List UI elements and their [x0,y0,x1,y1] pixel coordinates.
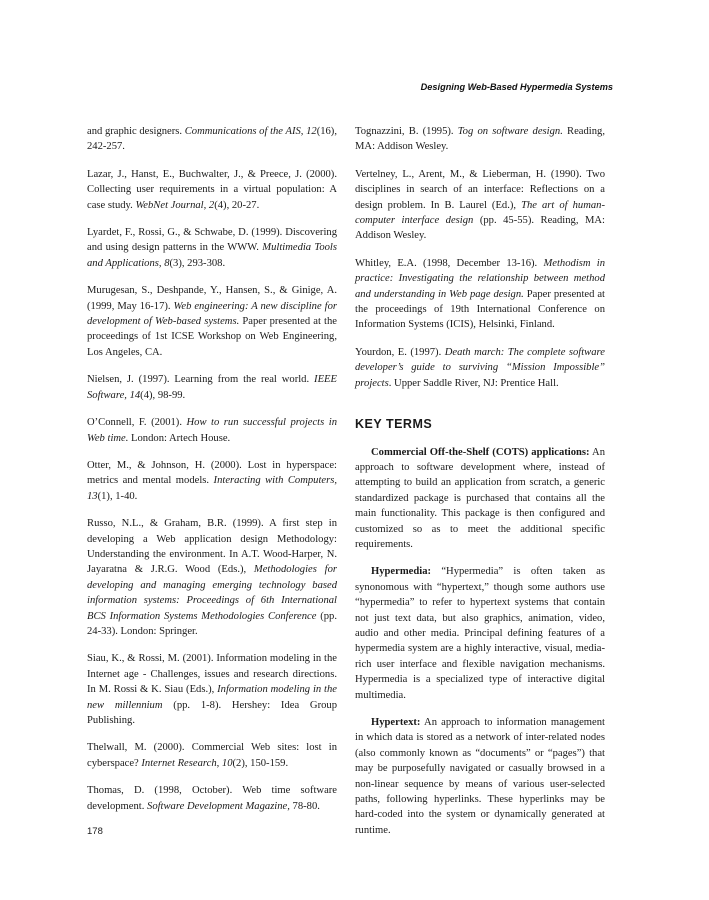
key-term-definition: An approach to software development where, instead of attempting to build an application from scratch, a generic standardized package is purchased that contains all the main functionality. This package is then configured and customized so as to meet the additional specific requirements. [355,446,606,550]
reference-entry: Tognazzini, B. (1995). Tog on software design. Reading, MA: Addison Wesley. [355,126,605,153]
running-head: Designing Web-Based Hypermedia Systems [420,82,613,92]
left-column [87,124,337,814]
reference-entry: Thomas, D. (1998, October). Web time software development. Software Development Magazine, 78-80. [87,785,337,812]
reference-entry: Murugesan, S., Deshpande, Y., Hansen, S., & Ginige, A. (1999, May 16-17). Web engineering: A new discipline for development of Web-based systems. Paper presented at the proceedings of 1st ICSE Workshop on Web Engineering, Los Angeles, CA. [87,285,337,358]
key-terms-heading: KEY TERMS [355,417,433,432]
key-term-entry [355,715,605,838]
reference-entry: Thelwall, M. (2000). Commercial Web sites: lost in cyberspace? Internet Research, 10(2), 150-159. [87,742,337,769]
reference-entry: Yourdon, E. (1997). Death march: The complete software developer’s guide to surviving “Mission Impossible” projects. Upper Saddle River, NJ: Prentice Hall. [355,346,605,389]
reference-entry: Russo, N.L., & Graham, B.R. (1999). A first step in developing a Web application design Methodology: Understanding the environment. In A.T. Wood-Harper, N. Jayaratna & J.R.G. Wood (Eds.), Methodologies for developing and managing emerging technology based information systems: Proceedings of 6th International BCS Information Systems Methodologies Conference (pp. 24-33). London: Springer. [87,518,338,637]
key-term-entry [355,445,605,553]
reference-entry: Whitley, E.A. (1998, December 13-16). Methodism in practice: Investigating the relationship between method and understanding in Web page design. Paper presented at the proceedings of 19th International Conference on Information Systems (ICIS), Helsinki, Finland. [355,257,606,331]
key-term-definition: “Hypermedia” is often taken as synonomous with “hypertext,” though some authors use “hypermedia” to refer to hypertext systems that contain not just text data, but also graphics, animation, video, audio and other media. Principal defining features of a hypermedia system are a highly interactive, visual, media-rich user interface and flexible navigation mechanisms. Hypermedia is a specialized type of interactive digital multimedia. [355,566,605,701]
reference-entry: Siau, K., & Rossi, M. (2001). Information modeling in the Internet age - Challenges, issues and research directions. In M. Rossi & K. Siau (Eds.), Information modeling in the new millennium (pp. 1-8). Hershey: Idea Group Publishing. [87,653,337,726]
reference-entry: O’Connell, F. (2001). How to run successful projects in Web time. London: Artech House. [87,417,337,444]
key-term-name: Hypermedia: [371,566,432,578]
key-term-name: Commercial Off-the-Shelf (COTS) applications: [371,446,590,458]
reference-entry: and graphic designers. Communications of the AIS, 12(16), 242-257. [87,126,337,153]
key-term-definition: An approach to information management in which data is stored as a network of inter-related nodes (also commonly known as “documents” or “pages”) that may be purposefully navigated or casually browsed in a non-linear sequence by means of various user-selected paths, following hyperlinks. These hyperlinks may be hard-coded into the system or dynamically generated at runtime. [355,717,605,836]
reference-entry: Lazar, J., Hanst, E., Buchwalter, J., & Preece, J. (2000). Collecting user requirements in a virtual population: A case study. WebNet Journal, 2(4), 20-27. [87,168,337,211]
reference-entry: Lyardet, F., Rossi, G., & Schwabe, D. (1999). Discovering and using design patterns in the WWW. Multimedia Tools and Applications, 8(3), 293-308. [87,227,337,269]
key-term-name: Hypertext: [371,717,421,728]
page-number: 178 [87,826,103,837]
reference-entry: Nielsen, J. (1997). Learning from the real world. IEEE Software, 14(4), 98-99. [87,374,337,401]
reference-entry: Otter, M., & Johnson, H. (2000). Lost in hyperspace: metrics and mental models. Interacting with Computers, 13(1), 1-40. [87,459,338,502]
reference-entry: Vertelney, L., Arent, M., & Lieberman, H. (1990). Two disciplines in search of an interface: Reflections on a design problem. In B. Laurel (Ed.), The art of human-computer interface design (pp. 45-55). Reading, MA: Addison Wesley. [355,168,605,242]
key-term-entry [355,564,605,703]
right-column [355,124,605,850]
